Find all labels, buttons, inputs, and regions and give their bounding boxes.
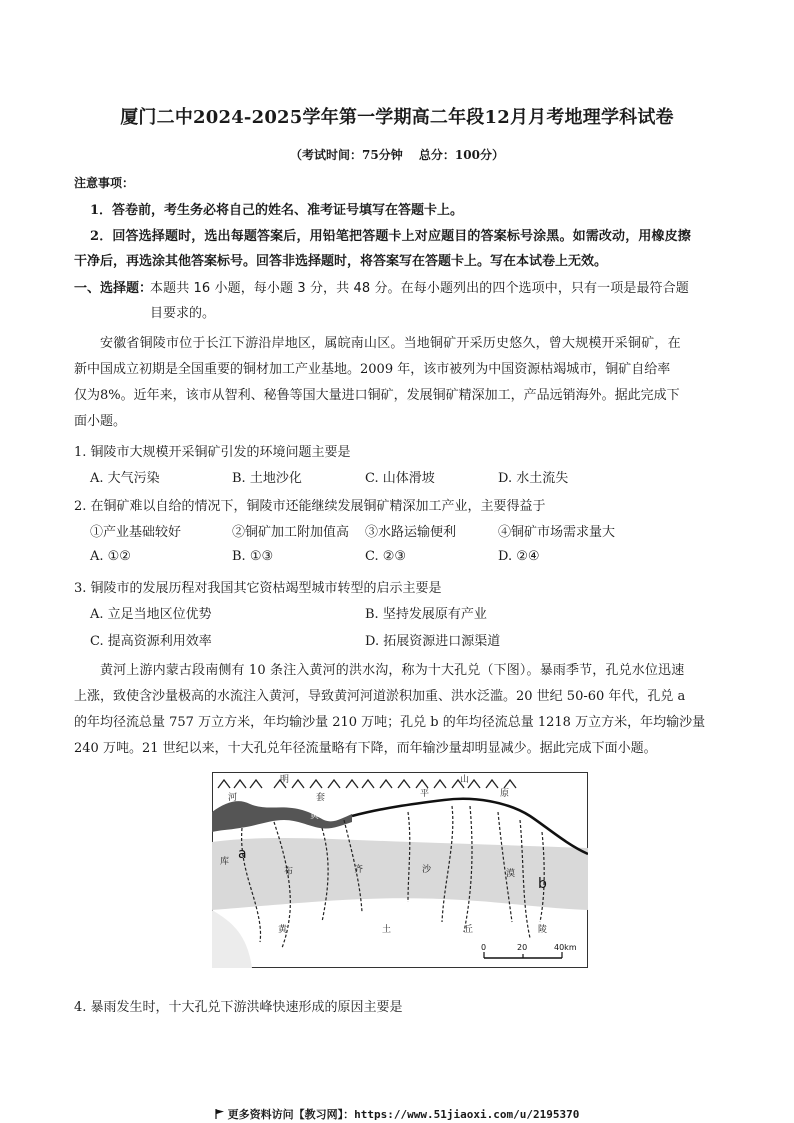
map-label-kongdui-a: a: [238, 846, 247, 862]
map-label-qi: 齐: [354, 865, 364, 875]
passage-1-line-4: 面小题。: [74, 414, 127, 429]
question-1-option-d: D. 水土流失: [498, 471, 569, 486]
question-3-option-c: C. 提高资源利用效率: [90, 634, 212, 649]
passage-2-line-3: 的年均径流总量 757 万立方米，年均输沙量 210 万吨；孔兑 b 的年均径流总量 1218 万立方米，年均输沙量: [74, 715, 706, 730]
passage-2-line-1: 黄河上游内蒙古段南侧有 10 条注入黄河的洪水沟，称为十大孔兑（下图）。暴雨季节，孔兑水位迅速: [100, 663, 685, 678]
map-label-huang: 黄: [310, 811, 320, 821]
notice-heading: 注意事项：: [74, 176, 135, 190]
passage-2-line-4: 240 万吨。21 世纪以来，十大孔兑年径流量略有下降，而年输沙量却明显减少。据此完成下面小题。: [74, 741, 657, 756]
map-label-shan: 山: [460, 775, 470, 785]
question-2-item-4: ④铜矿市场需求量大: [498, 525, 616, 540]
ten-kongdui-map: [212, 772, 588, 968]
section-1-instructions-line-2: 目要求的。: [150, 306, 216, 321]
map-label-qiu: 丘: [464, 925, 474, 935]
question-4-stem: 4. 暴雨发生时，十大孔兑下游洪峰快速形成的原因主要是: [74, 1000, 403, 1015]
map-label-kongdui-b: b: [538, 876, 547, 892]
question-2-option-a: A. ①②: [90, 549, 131, 564]
exam-duration-subtitle: （考试时间：75分钟 总分：100分）: [290, 148, 504, 162]
question-1-stem: 1. 铜陵市大规模开采铜矿引发的环境问题主要是: [74, 445, 351, 460]
map-label-man: 漠: [506, 869, 516, 879]
passage-1-line-1: 安徽省铜陵市位于长江下游沿岸地区，属皖南山区。当地铜矿开采历史悠久，曾大规模开采铜矿，在: [100, 336, 681, 351]
question-3-stem: 3. 铜陵市的发展历程对我国其它资枯竭型城市转型的启示主要是: [74, 581, 442, 596]
footer-text: 更多资料访问【教习网】：https://www.51jiaoxi.com/u/2195370: [227, 1108, 580, 1121]
map-label-sha: 沙: [422, 865, 432, 875]
question-2-option-c: C. ②③: [365, 549, 407, 564]
question-2-option-b: B. ①③: [232, 549, 274, 564]
map-label-he: 河: [228, 793, 238, 803]
map-label-bu: 布: [284, 867, 294, 877]
map-label-tao: 套: [316, 793, 326, 803]
question-2-item-1: ①产业基础较好: [90, 525, 182, 540]
question-3-option-b: B. 坚持发展原有产业: [365, 607, 487, 622]
question-1-option-c: C. 山体滑坡: [365, 471, 435, 486]
scale-label-0: 0: [481, 943, 487, 952]
passage-1-line-3: 仅为8%。近年来，该市从智利、秘鲁等国大量进口铜矿，发展铜矿精深加工，产品远销海外。据此完成下: [74, 388, 680, 403]
page-title: 厦门二中2024-2025学年第一学期高二年段12月月考地理学科试卷: [120, 107, 674, 128]
question-2-item-2: ②铜矿加工附加值高: [232, 525, 350, 540]
notice-item-2-line-2: 干净后，再选涂其他答案标号。回答非选择题时，将答案写在答题卡上。写在本试卷上无效。: [74, 254, 608, 269]
question-1-option-b: B. 土地沙化: [232, 471, 302, 486]
scale-label-20: 20: [517, 943, 528, 952]
scale-label-40km: 40km: [554, 943, 577, 952]
map-label-ku: 库: [220, 857, 230, 867]
map-label-ping: 平: [420, 789, 430, 799]
question-2-stem: 2. 在铜矿难以自给的情况下，铜陵市还能继续发展铜矿精深加工产业，主要得益于: [74, 499, 546, 514]
flag-icon: [215, 1109, 225, 1119]
notice-item-2-line-1: 2．回答选择题时，选出每题答案后，用铅笔把答题卡上对应题目的答案标号涂黑。如需改动，用橡皮擦: [90, 229, 691, 244]
map-label-tu: 土: [382, 925, 392, 935]
map-svg: [212, 772, 588, 968]
footer-link[interactable]: [0, 1106, 794, 1122]
map-label-ling: 陵: [538, 925, 548, 935]
map-label-ming: 明: [280, 775, 290, 785]
question-2-item-3: ③水路运输便利: [365, 525, 457, 540]
notice-item-1: 1．答卷前，考生务必将自己的姓名、准考证号填写在答题卡上。: [90, 203, 464, 218]
question-2-option-d: D. ②④: [498, 549, 540, 564]
question-3-option-d: D. 拓展资源进口源渠道: [365, 634, 501, 649]
map-label-yuan: 原: [500, 789, 510, 799]
section-1-instructions-line-1: 本题共 16 小题，每小题 3 分，共 48 分。在每小题列出的四个选项中，只有一项是最符合题: [150, 281, 689, 296]
section-1-label: 一、选择题：: [74, 281, 153, 296]
passage-1-line-2: 新中国成立初期是全国重要的铜材加工产业基地。2009 年，该市被列为中国资源枯竭城市，铜矿自给率: [74, 362, 671, 377]
passage-2-line-2: 上涨，致使含沙量极高的水流注入黄河，导致黄河河道淤积加重、洪水泛滥。20 世纪 50-60 年代，孔兑 a: [74, 689, 686, 704]
question-1-option-a: A. 大气污染: [90, 471, 160, 486]
question-3-option-a: A. 立足当地区位优势: [90, 607, 212, 622]
map-label-huang-2: 黄: [278, 925, 288, 935]
